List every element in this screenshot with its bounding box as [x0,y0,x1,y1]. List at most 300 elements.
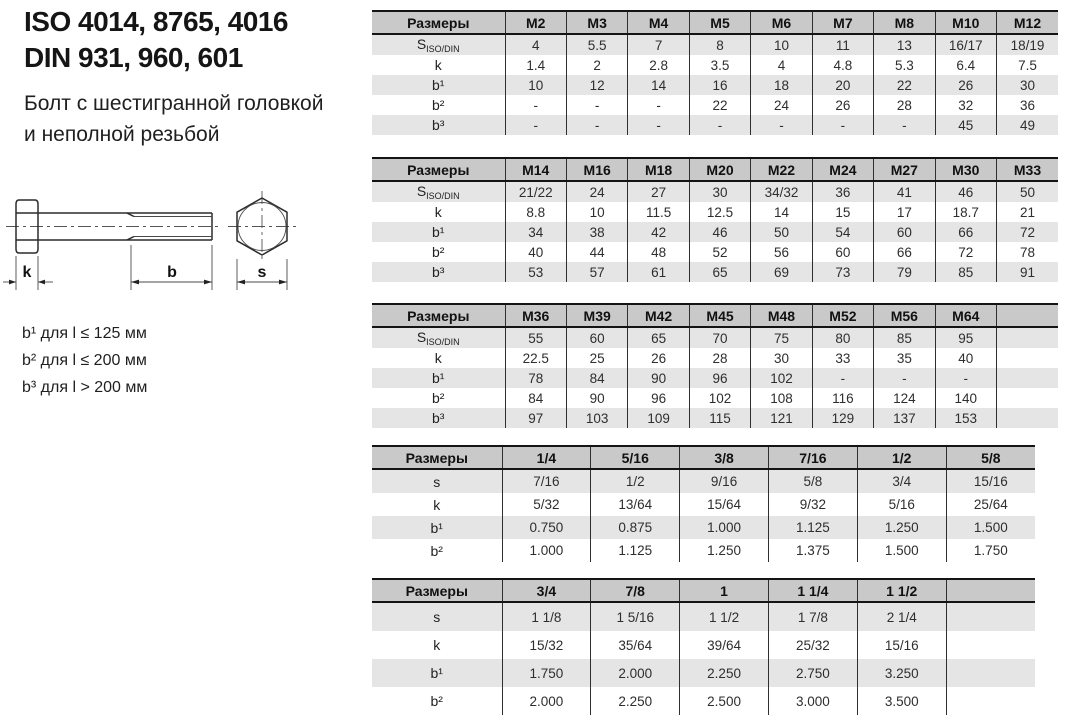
row-label: k [433,496,441,513]
table-cell: 78 [505,368,566,388]
table-cell: 17 [874,202,935,222]
table-cell: 32 [935,95,996,115]
table-cell: 30 [689,181,750,202]
table-cell: 1.000 [680,516,769,539]
header-row [372,446,1035,469]
column-header: M16 [566,158,627,181]
column-header: 1/2 [857,446,946,469]
table-cell: 103 [566,408,627,428]
table-cell: 1 1/8 [502,602,591,631]
footnote-b2: b² для l ≤ 200 мм [22,352,147,369]
table-cell: 36 [997,95,1059,115]
table-cell: 115 [689,408,750,428]
column-header: M18 [628,158,689,181]
table-cell: - [751,115,812,135]
column-header: M33 [997,158,1059,181]
table-cell: 108 [751,388,812,408]
table-cell: 4 [751,55,812,75]
row-label: k [434,350,442,366]
table-cell: 80 [812,327,873,348]
row-label: k [433,637,441,653]
row-label: b³ [372,262,505,282]
table-cell: 25/32 [768,631,857,659]
table-cell: 50 [997,181,1059,202]
dimensions-table-inch-quarter-to-fiveeighths [372,445,1035,562]
dimensions-table-metric-m36-m64 [372,303,1058,428]
table-cell: 60 [874,222,935,242]
subtitle-line-2: и неполной резьбой [24,123,220,146]
table-cell: 72 [997,222,1059,242]
table-cell: 14 [628,75,689,95]
table-cell: - [505,115,566,135]
row-label: b¹ [372,368,505,388]
row-label: k [434,204,442,220]
table-row [372,408,1058,428]
column-header: M2 [505,11,566,34]
table-cell: - [812,368,873,388]
table-cell: 15/16 [946,469,1035,493]
column-header: M20 [689,158,750,181]
column-header: M7 [812,11,873,34]
table-cell: 22.5 [505,348,566,368]
table-cell: 21/22 [505,181,566,202]
column-header: 3/8 [680,446,769,469]
footnote-b3: b³ для l > 200 мм [22,379,148,396]
table-cell: 4 [505,34,566,55]
column-header: M3 [566,11,627,34]
column-header: 1/4 [502,446,591,469]
column-header-empty [997,304,1059,327]
table-cell: 49 [997,115,1059,135]
table-cell: 3.250 [857,659,946,687]
table-row [372,115,1058,135]
table-row [372,348,1058,368]
table-cell: 16 [689,75,750,95]
column-header: M45 [689,304,750,327]
table-cell: 36 [812,181,873,202]
table-cell: 116 [812,388,873,408]
table-cell: 50 [751,222,812,242]
table-row [372,539,1035,562]
table-cell: 2.250 [680,659,769,687]
table-cell: - [566,95,627,115]
table-cell: 12.5 [689,202,750,222]
column-header: Размеры [372,158,505,181]
table-cell: 140 [935,388,996,408]
table-cell: 11 [812,34,873,55]
table-cell: 28 [689,348,750,368]
column-header: 1 [680,579,769,602]
table-cell: 69 [751,262,812,282]
column-header: M5 [689,11,750,34]
table-cell: - [566,115,627,135]
table-cell: - [812,115,873,135]
table-cell: 84 [505,388,566,408]
table-cell: 5.5 [566,34,627,55]
table-cell: 46 [689,222,750,242]
header-row [372,158,1058,181]
table-cell: 1.125 [768,516,857,539]
title-din: DIN 931, 960, 601 [24,42,243,73]
table-cell: 26 [628,348,689,368]
dimensions-table-metric-m14-m33 [372,157,1058,282]
table-row [372,181,1058,202]
table-cell: - [874,368,935,388]
table-cell: 65 [689,262,750,282]
table-cell [997,408,1059,428]
table-cell: 85 [935,262,996,282]
table-cell: 10 [505,75,566,95]
table-cell: 5.3 [874,55,935,75]
table-row [372,75,1058,95]
table-cell [946,631,1035,659]
table-cell [946,602,1035,631]
table-cell: 10 [566,202,627,222]
table-cell: 1.4 [505,55,566,75]
table-cell: 84 [566,368,627,388]
table-cell: 66 [935,222,996,242]
column-header: M10 [935,11,996,34]
table-row [372,202,1058,222]
table-cell: - [874,115,935,135]
table-cell: 14 [751,202,812,222]
subtitle-block [24,88,323,150]
column-header: M30 [935,158,996,181]
table-row [372,34,1058,55]
dimensions-table-inch-threequarter-to-oneandhalf [372,578,1035,715]
table-cell: 7/16 [502,469,591,493]
column-header: 7/8 [591,579,680,602]
table-cell: 15/64 [680,493,769,516]
column-header: Размеры [372,579,502,602]
row-label: b² [432,390,445,406]
table-cell [997,368,1059,388]
table-cell: 72 [935,242,996,262]
footnotes [22,320,147,401]
row-label: $S_{ISO/DIN}$ [372,327,505,348]
table-cell: 54 [812,222,873,242]
table-cell: 2 1/4 [857,602,946,631]
column-header: Размеры [372,11,505,34]
column-header: M36 [505,304,566,327]
table-cell: 24 [566,181,627,202]
column-header: M12 [997,11,1059,34]
table-row [372,516,1035,539]
table-row [372,55,1058,75]
table-cell: 0.875 [591,516,680,539]
row-label: s [372,469,502,493]
table-cell: 129 [812,408,873,428]
table-cell: 1.375 [768,539,857,562]
table-cell: 52 [689,242,750,262]
table-cell: 22 [689,95,750,115]
subtitle-line-1: Болт с шестигранной головкой [24,92,324,115]
table-cell: 30 [997,75,1059,95]
table-cell: 2 [566,55,627,75]
column-header: M27 [874,158,935,181]
table-cell: 34/32 [751,181,812,202]
table-cell: - [628,115,689,135]
column-header: M56 [874,304,935,327]
table-cell: 4.8 [812,55,873,75]
table-cell: 60 [812,242,873,262]
dimension-s-label: s [257,264,267,281]
dimension-b [131,245,212,290]
header-row [372,579,1035,602]
column-header: M48 [751,304,812,327]
table-cell: 1.000 [502,539,591,562]
table-cell: 27 [628,181,689,202]
table-cell: 2.250 [591,687,680,715]
column-header: M39 [566,304,627,327]
table-cell [997,388,1059,408]
table-cell: 35 [874,348,935,368]
column-header: M8 [874,11,935,34]
table-cell: 102 [751,368,812,388]
table-cell: 46 [935,181,996,202]
table-cell: 1.500 [857,539,946,562]
table-cell: 1.750 [946,539,1035,562]
table-cell: 1.250 [857,516,946,539]
table-cell: 60 [566,327,627,348]
table-cell: 65 [628,327,689,348]
table-cell: 109 [628,408,689,428]
table-cell: 25/64 [946,493,1035,516]
table-cell: 24 [751,95,812,115]
table-cell [997,327,1059,348]
column-header: Размеры [372,446,502,469]
table-cell: 48 [628,242,689,262]
table-cell: 42 [628,222,689,242]
column-header-empty [946,579,1035,602]
row-label: b³ [372,115,505,135]
column-header: 1 1/2 [857,579,946,602]
bolt-technical-drawing [0,185,320,320]
table-cell: 96 [689,368,750,388]
table-cell: - [505,95,566,115]
table-cell: 1.500 [946,516,1035,539]
table-cell: 2.500 [680,687,769,715]
row-label: b¹ [372,222,505,242]
table-cell [946,687,1035,715]
row-label: b² [430,693,443,709]
column-header: 3/4 [502,579,591,602]
footnote-b1: b¹ для l ≤ 125 мм [22,325,147,342]
table-cell: 61 [628,262,689,282]
table-cell: 45 [935,115,996,135]
column-header: 1 1/4 [768,579,857,602]
table-cell: 2.000 [591,659,680,687]
table-cell: 38 [566,222,627,242]
row-label: s [372,602,502,631]
column-header: M52 [812,304,873,327]
table-row [372,262,1058,282]
table-cell: 2.8 [628,55,689,75]
column-header: Размеры [372,304,505,327]
table-cell: 16/17 [935,34,996,55]
table-cell: 3.000 [768,687,857,715]
table-cell: 5/32 [502,493,591,516]
table-cell: 90 [628,368,689,388]
table-row [372,687,1035,715]
row-label: b² [432,97,445,113]
table-cell: 102 [689,388,750,408]
table-row [372,222,1058,242]
column-header: M42 [628,304,689,327]
table-cell: - [935,368,996,388]
table-cell: 56 [751,242,812,262]
column-header: M6 [751,11,812,34]
table-cell: 53 [505,262,566,282]
table-cell: 9/16 [680,469,769,493]
table-cell: 18.7 [935,202,996,222]
table-cell: 28 [874,95,935,115]
table-cell: 121 [751,408,812,428]
row-label: k [434,57,442,73]
dimension-k-label: k [22,264,32,281]
table-cell: 34 [505,222,566,242]
table-cell: 6.4 [935,55,996,75]
row-label: b¹ [372,516,502,539]
table-cell: 8.8 [505,202,566,222]
table-cell: 39/64 [680,631,769,659]
table-cell: 0.750 [502,516,591,539]
row-label: $S_{ISO/DIN}$ [372,181,505,202]
table-cell: 96 [628,388,689,408]
column-header: M14 [505,158,566,181]
table-cell: 9/32 [768,493,857,516]
dimensions-table-metric-m2-m12 [372,10,1058,135]
dimension-s [237,259,287,290]
table-cell: 41 [874,181,935,202]
table-cell: 73 [812,262,873,282]
table-cell: 55 [505,327,566,348]
table-cell: 66 [874,242,935,262]
table-cell: 13 [874,34,935,55]
table-cell: 2.000 [502,687,591,715]
table-cell: 1/2 [591,469,680,493]
table-cell: - [689,115,750,135]
column-header: M4 [628,11,689,34]
table-cell: 137 [874,408,935,428]
table-cell: 1 5/16 [591,602,680,631]
table-cell: 1.750 [502,659,591,687]
table-row [372,242,1058,262]
table-row [372,388,1058,408]
table-cell: 78 [997,242,1059,262]
table-cell: 12 [566,75,627,95]
column-header: 7/16 [768,446,857,469]
table-cell: 35/64 [591,631,680,659]
bolt-head-end-view [228,191,296,263]
dimension-b-label: b [167,264,177,281]
row-label: b² [430,542,443,559]
table-cell: 95 [935,327,996,348]
table-row [372,659,1035,687]
table-cell: 70 [689,327,750,348]
table-cell: 10 [751,34,812,55]
row-label: $S_{ISO/DIN}$ [372,34,505,55]
table-cell: 8 [689,34,750,55]
table-cell: 15/32 [502,631,591,659]
header-row [372,11,1058,34]
table-cell: 1.125 [591,539,680,562]
table-cell [997,348,1059,368]
table-row [372,327,1058,348]
table-cell: 1 1/2 [680,602,769,631]
title-block [24,4,288,76]
row-label: b³ [372,408,505,428]
table-cell: 7.5 [997,55,1059,75]
table-cell: 20 [812,75,873,95]
table-cell: 26 [935,75,996,95]
table-row [372,95,1058,115]
column-header: M22 [751,158,812,181]
column-header: 5/16 [591,446,680,469]
table-cell: 153 [935,408,996,428]
table-cell: 57 [566,262,627,282]
table-cell: 90 [566,388,627,408]
table-cell: 25 [566,348,627,368]
table-row [372,469,1035,493]
column-header: M64 [935,304,996,327]
table-cell: 40 [505,242,566,262]
table-cell: 26 [812,95,873,115]
table-row [372,631,1035,659]
table-cell: 5/16 [857,493,946,516]
table-cell: 22 [874,75,935,95]
table-cell: 44 [566,242,627,262]
table-cell: 91 [997,262,1059,282]
table-cell: 85 [874,327,935,348]
table-cell: 40 [935,348,996,368]
table-cell: 11.5 [628,202,689,222]
column-header: 5/8 [946,446,1035,469]
table-cell: 1.250 [680,539,769,562]
table-cell: 5/8 [768,469,857,493]
table-cell: - [628,95,689,115]
table-cell: 7 [628,34,689,55]
table-cell: 18/19 [997,34,1059,55]
dimension-k [3,256,53,290]
row-label: b² [432,244,445,260]
table-cell: 79 [874,262,935,282]
header-row [372,304,1058,327]
table-cell: 18 [751,75,812,95]
table-cell: 3.500 [857,687,946,715]
table-cell: 124 [874,388,935,408]
table-row [372,368,1058,388]
table-cell: 75 [751,327,812,348]
table-row [372,602,1035,631]
table-cell: 21 [997,202,1059,222]
table-cell: 13/64 [591,493,680,516]
column-header: M24 [812,158,873,181]
table-cell: 97 [505,408,566,428]
row-label: b¹ [372,659,502,687]
title-iso: ISO 4014, 8765, 4016 [24,6,288,37]
table-row [372,493,1035,516]
table-cell: 3/4 [857,469,946,493]
table-cell [946,659,1035,687]
row-label: b¹ [372,75,505,95]
table-cell: 1 7/8 [768,602,857,631]
table-cell: 15/16 [857,631,946,659]
table-cell: 2.750 [768,659,857,687]
table-cell: 33 [812,348,873,368]
table-cell: 30 [751,348,812,368]
table-cell: 3.5 [689,55,750,75]
